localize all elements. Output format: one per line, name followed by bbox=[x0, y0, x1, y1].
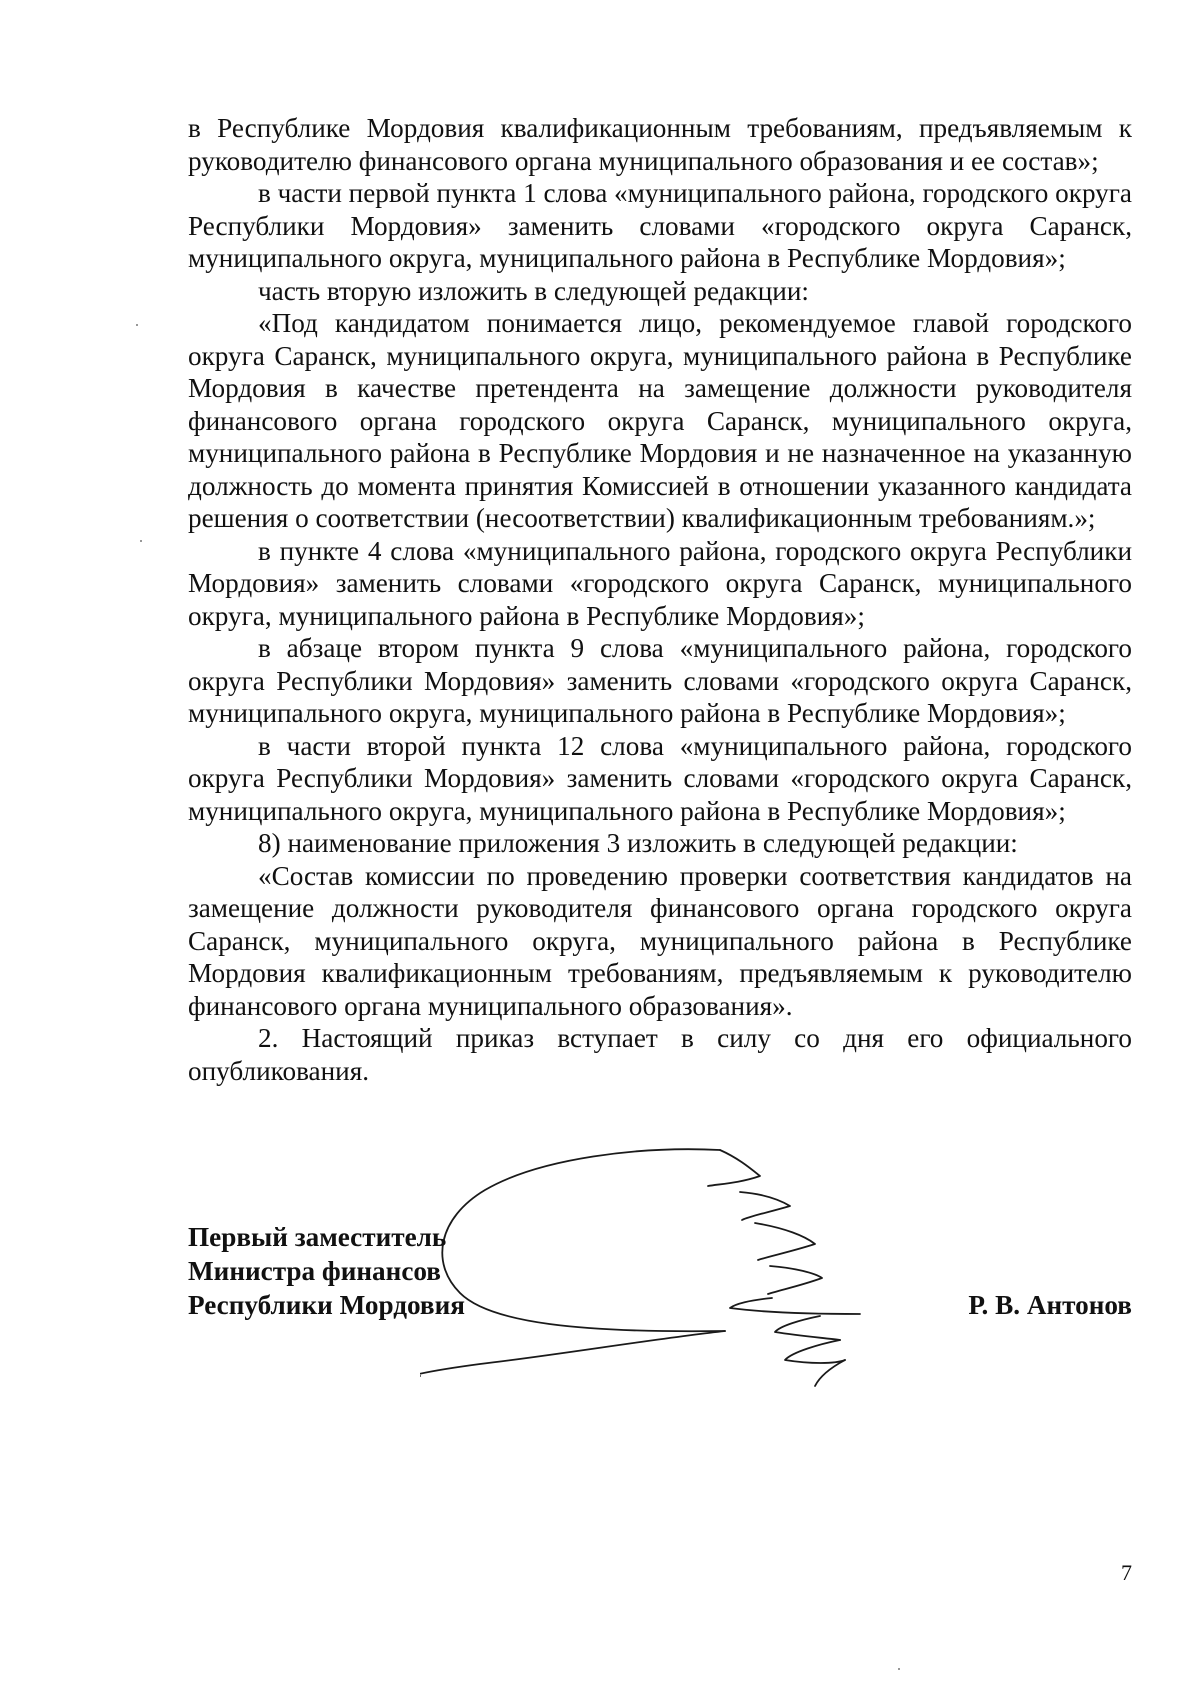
signer-position-line: Первый заместитель bbox=[188, 1222, 447, 1252]
scan-speck bbox=[898, 1668, 900, 1670]
paragraph-candidate-definition: «Под кандидатом понимается лицо, рекомендуемое главой городского округа Саранск, муниципального округа, муниципального района в Республике Мордовия в качестве претендента на замещение должности руководителя финансового органа городского округа Саранск, муниципального округа, муниципального района в Республике Мордовия и не назначенное на указанную должность до момента принятия Комиссией в отношении указанного кандидата решения о соответствии (несоответствии) квалификационным требованиям.»; bbox=[188, 308, 1132, 533]
paragraph-continuation: в Республике Мордовия квалификационным требованиям, предъявляемым к руководителю финансового органа муниципального образования и ее состав»; bbox=[188, 113, 1132, 176]
document-body bbox=[188, 112, 1132, 1087]
paragraph-point9: в абзаце втором пункта 9 слова «муниципального района, городского округа Республики Мордовия» заменить словами «городского округа Саранск, муниципального округа, муниципального района в Республике Мордовия»; bbox=[188, 633, 1132, 728]
signer-position-line: Министра финансов bbox=[188, 1256, 441, 1286]
paragraph-point12: в части второй пункта 12 слова «муниципального района, городского округа Республики Мордовия» заменить словами «городского округа Саранск, муниципального округа, муниципального района в Республике Мордовия»; bbox=[188, 730, 1132, 826]
signer-name: Р. В. Антонов bbox=[968, 1290, 1132, 1320]
signer-position-line: Республики Мордовия bbox=[188, 1290, 465, 1320]
paragraph-appendix3-intro: 8) наименование приложения 3 изложить в следующей редакции: bbox=[258, 828, 1018, 858]
paragraph-point1-part1: в части первой пункта 1 слова «муниципального района, городского округа Республики Мордовия» заменить словами «городского округа Саранск, муниципального округа, муниципального района в Республике Мордовия»; bbox=[188, 178, 1132, 273]
page-number: 7 bbox=[1121, 1560, 1132, 1585]
scan-speck bbox=[136, 324, 138, 326]
scan-speck bbox=[140, 540, 142, 542]
paragraph-appendix3-title: «Состав комиссии по проведению проверки соответствия кандидатов на замещение должности руководителя финансового органа городского округа Саранск, муниципального округа, муниципального района в Республике Мордовия квалификационным требованиям, предъявляемым к руководителю финансового органа муниципального образования». bbox=[188, 860, 1132, 1021]
paragraph-part2-intro: часть вторую изложить в следующей редакции: bbox=[258, 275, 809, 306]
signature-block bbox=[188, 1220, 1132, 1322]
paragraph-point4: в пункте 4 слова «муниципального района, городского округа Республики Мордовия» заменить словами «городского округа Саранск, муниципального округа, муниципального района в Республике Мордовия»; bbox=[188, 535, 1132, 631]
paragraph-effective-date: 2. Настоящий приказ вступает в силу со дня его официального опубликования. bbox=[188, 1023, 1132, 1086]
